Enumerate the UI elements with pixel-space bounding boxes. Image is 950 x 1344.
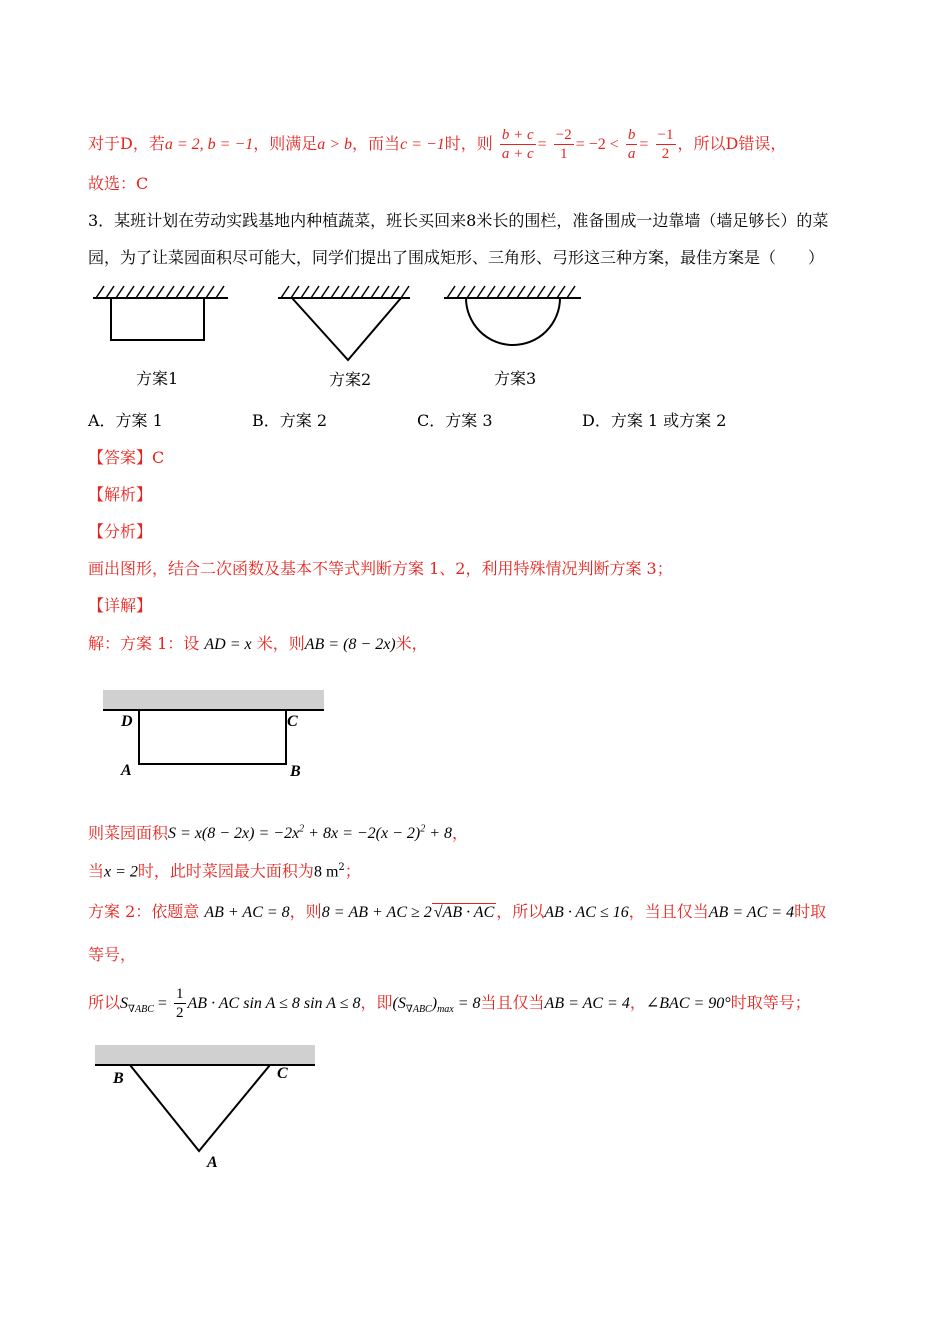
text-segment: 当 xyxy=(88,861,105,881)
math-equals: = xyxy=(639,136,649,153)
text-segment: ，即 xyxy=(360,993,393,1012)
answer-label: 【答案】C xyxy=(88,448,165,467)
math-area xyxy=(168,825,452,842)
math-product: AB · AC ≤ 16 xyxy=(544,904,629,921)
math-condition: AB = AC = 4 xyxy=(544,995,630,1012)
label-c2: C xyxy=(277,1065,288,1082)
unit: m xyxy=(321,863,339,881)
text-segment: ，当且仅当 xyxy=(628,902,709,921)
text-segment: 则菜园面积 xyxy=(88,823,169,843)
math-equals: = xyxy=(537,136,547,153)
fraction-minus2 xyxy=(554,126,574,163)
text-segment: ，则满足 xyxy=(253,134,318,153)
detail-heading: 【详解】 xyxy=(88,596,153,615)
text-segment: 时取 xyxy=(794,902,827,921)
scheme-2-caption: 方案2 xyxy=(329,370,372,389)
scheme-1-caption: 方案1 xyxy=(136,369,179,388)
denominator: a xyxy=(627,146,636,162)
text-segment: 时，则 xyxy=(444,134,493,153)
math-sqrt: √AB · AC xyxy=(433,904,495,921)
math-smax xyxy=(392,995,481,1016)
text-segment: ，而当 xyxy=(352,134,401,153)
label-a2: A xyxy=(207,1154,218,1171)
area-formula xyxy=(88,818,468,846)
denominator: 1 xyxy=(560,146,568,162)
math-ab: AB = (8 − 2x) xyxy=(304,636,396,653)
numerator: b + c xyxy=(501,127,534,143)
option-d: D．方案 1 或方案 2 xyxy=(582,411,727,430)
rectangle-fence xyxy=(139,710,286,764)
wall-shading xyxy=(95,1045,315,1065)
math-x: x = 2 xyxy=(104,863,138,881)
option-c: C．方案 3 xyxy=(417,411,493,430)
fraction-minus1-half xyxy=(656,126,676,163)
superscript: 2 xyxy=(338,862,345,873)
text-segment: 方案 2：依题意 xyxy=(88,902,200,921)
denominator: 2 xyxy=(176,1005,184,1021)
text-segment: ， xyxy=(629,993,646,1012)
solution-scheme-2-cont: 等号， xyxy=(88,945,137,964)
scheme-figures xyxy=(88,282,588,367)
superscript: 2 xyxy=(299,824,305,835)
text-segment: 解：方案 1：设 xyxy=(88,634,200,653)
denominator: a + c xyxy=(501,146,534,162)
subscript: ∇ABC xyxy=(128,1004,154,1016)
solution-scheme-1 xyxy=(88,632,428,657)
analysis-heading: 【解析】 xyxy=(88,485,153,504)
fenxi-text: 画出图形，结合二次函数及基本不等式判断方案 1、2，利用特殊情况判断方案 3； xyxy=(88,559,673,578)
numerator: −1 xyxy=(657,127,674,143)
math-part: + 8 xyxy=(425,825,453,843)
superscript: 2 xyxy=(420,824,426,835)
scheme-3-figure xyxy=(444,286,581,345)
fraction-b-over-a xyxy=(626,126,638,163)
text-segment: ，则 xyxy=(289,902,322,921)
radicand: AB · AC xyxy=(442,904,495,921)
text-segment: ，所以 xyxy=(496,902,545,921)
max-value: 8 xyxy=(313,863,322,881)
math-sum: AB + AC = 8 xyxy=(204,904,290,921)
scheme-1-figure xyxy=(93,286,228,340)
triangle-fence xyxy=(130,1065,270,1151)
text-segment: 时，此时菜园最大面积为 xyxy=(137,861,314,881)
label-b2: B xyxy=(113,1070,124,1087)
math-part: ) xyxy=(431,995,438,1012)
text-segment: 当且仅当 xyxy=(480,993,545,1012)
question-line-1: 3．某班计划在劳动实践基地内种植蔬菜，班长买回来8米长的围栏，准备围成一边靠墙（墙足够长）的菜 xyxy=(88,211,829,230)
math-part: = 8 xyxy=(453,995,481,1012)
denominator: 2 xyxy=(661,146,670,162)
math-c-value: c = −1 xyxy=(400,136,445,153)
math-condition: AB = AC = 4 xyxy=(708,904,795,921)
label-d: D xyxy=(121,713,133,730)
scheme-2-figure xyxy=(278,286,410,360)
label-a: A xyxy=(121,762,132,779)
math-condition: a = 2, b = −1 xyxy=(164,136,254,153)
text-segment: ； xyxy=(344,861,361,881)
solution-scheme-2 xyxy=(88,900,826,925)
subscript: ∇ABC xyxy=(405,1004,432,1016)
fraction-half xyxy=(174,985,186,1022)
math-angle: ∠BAC = 90° xyxy=(645,995,731,1012)
label-b: B xyxy=(290,763,301,780)
math-equals: = xyxy=(153,995,167,1012)
subscript: max xyxy=(437,1004,454,1016)
math-part: (S xyxy=(392,995,406,1012)
fraction-b-plus-c xyxy=(500,126,536,163)
question-line-2: 园，为了让菜园面积尽可能大，同学们提出了围成矩形、三角形、弓形这三种方案，最佳方案是（ ） xyxy=(88,248,825,267)
option-d-reasoning xyxy=(88,126,786,163)
text-segment: 所以 xyxy=(88,993,121,1012)
math-inequality: = −2 < xyxy=(575,136,619,153)
numerator: −2 xyxy=(555,127,572,143)
solution-scheme-2-area xyxy=(88,985,811,1022)
text-segment: ，所以D错误， xyxy=(677,134,787,153)
math-s: S xyxy=(120,995,129,1012)
math-part: + 8x = −2(x − 2) xyxy=(304,825,421,843)
math-inequality: 8 = AB + AC ≥ 2 xyxy=(321,904,432,921)
option-a: A．方案 1 xyxy=(88,411,163,430)
choose-answer: 故选：C xyxy=(88,174,149,193)
label-c: C xyxy=(287,713,298,730)
max-area-line xyxy=(88,856,361,884)
fenxi-heading: 【分析】 xyxy=(88,522,153,541)
option-b: B．方案 2 xyxy=(252,411,328,430)
math-ad: AD = x xyxy=(204,636,252,653)
text-segment: 米， xyxy=(395,634,428,653)
text-segment: 米，则 xyxy=(256,634,305,653)
math-expression: AB · AC sin A ≤ 8 sin A ≤ 8 xyxy=(187,995,361,1012)
text-segment: 对于D，若 xyxy=(88,134,165,153)
math-part: S = x(8 − 2x) = −2x xyxy=(168,825,300,843)
math-inequality: a > b xyxy=(317,136,353,153)
text-segment: ， xyxy=(452,823,469,843)
numerator: 1 xyxy=(176,986,184,1002)
text-segment: 时取等号； xyxy=(730,993,811,1012)
numerator: b xyxy=(627,127,636,143)
triangle-figure xyxy=(92,1043,322,1163)
scheme-3-caption: 方案3 xyxy=(494,369,537,388)
wall-shading xyxy=(103,690,324,710)
